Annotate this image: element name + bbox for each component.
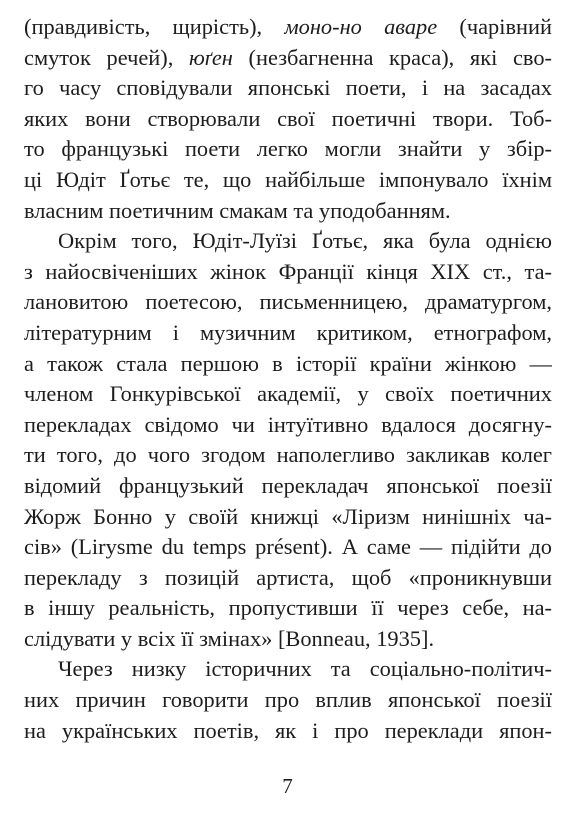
text-segment: Через низку історичних та соціально-політич- (58, 656, 552, 682)
text-line (24, 685, 552, 716)
text-line (24, 196, 552, 227)
text-segment: на українських поетів, як і про переклади япон- (24, 717, 552, 743)
text-segment: в іншу реальність, пропустивши її через себе, на- (24, 595, 552, 621)
text-line (24, 502, 552, 533)
text-segment: то французькі поети легко могли знайти у збір- (24, 136, 552, 162)
text-segment: (чарівний (437, 14, 552, 39)
text-line (24, 165, 552, 196)
text-line (24, 379, 552, 410)
paragraph (24, 12, 552, 226)
paragraph (24, 654, 552, 746)
text-segment: ці Юдіт Ґотьє те, що найбільше імпонувало їхнім (24, 166, 552, 192)
text-segment: відомий французький перекладач японської поезії (24, 472, 552, 498)
text-line (24, 257, 552, 288)
text-segment: го часу сповідували японські поети, і на засадах (24, 75, 552, 101)
text-segment: ти того, до чого згодом наполегливо закликав колег (24, 442, 552, 468)
body-text (24, 12, 552, 746)
text-line (24, 104, 552, 135)
italic-term: юґен (189, 44, 233, 70)
text-line (24, 43, 552, 74)
text-segment: власним поетичним смакам та уподобанням. (24, 197, 451, 223)
text-line (24, 134, 552, 165)
text-line (24, 287, 552, 318)
text-line (24, 624, 552, 655)
text-line (24, 318, 552, 349)
text-segment: перекладу з позицій артиста, щоб «проникнувши (24, 564, 552, 590)
text-segment: членом Гонкурівської академії, у своїх поетичних (24, 381, 552, 407)
text-segment: сів» (Lirysme du temps présent). А саме — підійти до (24, 534, 552, 560)
text-segment: слідувати у всіх її змінах» [Bonneau, 1935]. (24, 625, 435, 651)
text-line (24, 440, 552, 471)
text-segment: перекладах свідомо чи інтуїтивно вдалося досягну- (24, 411, 552, 437)
text-line (24, 73, 552, 104)
text-segment: літературним і музичним критиком, етнографом, (24, 319, 552, 345)
text-segment: з найосвіченіших жінок Франції кінця XIX ст., та- (24, 258, 552, 284)
text-segment: (незбагненна краса), які сво- (232, 44, 552, 70)
page-number: 7 (282, 774, 293, 798)
text-segment: (правдивість, щирість), (24, 14, 285, 39)
text-line (24, 12, 552, 43)
text-segment: а також стала першою в історії країни жінкою — (24, 350, 552, 376)
text-line (24, 593, 552, 624)
text-segment: Окрім того, Юдіт-Луїзі Ґотьє, яка була однією (58, 228, 552, 254)
text-line (24, 563, 552, 594)
text-line (24, 226, 552, 257)
text-segment: лановитою поетесою, письменницею, драматургом, (24, 289, 552, 315)
text-line (24, 349, 552, 380)
text-segment: них причин говорити про вплив японської поезії (24, 687, 552, 713)
paragraph (24, 226, 552, 654)
text-line (24, 410, 552, 441)
text-segment: Жорж Бонно у своїй книжці «Ліризм нинішніх ча- (24, 503, 552, 529)
text-line (24, 716, 552, 747)
text-line (24, 654, 552, 685)
text-segment: яких вони створювали свої поетичні твори. Тоб- (24, 105, 552, 131)
text-segment: смуток речей), (24, 44, 189, 70)
text-line (24, 532, 552, 563)
italic-term: моно-но аваре (284, 14, 438, 39)
text-line (24, 471, 552, 502)
